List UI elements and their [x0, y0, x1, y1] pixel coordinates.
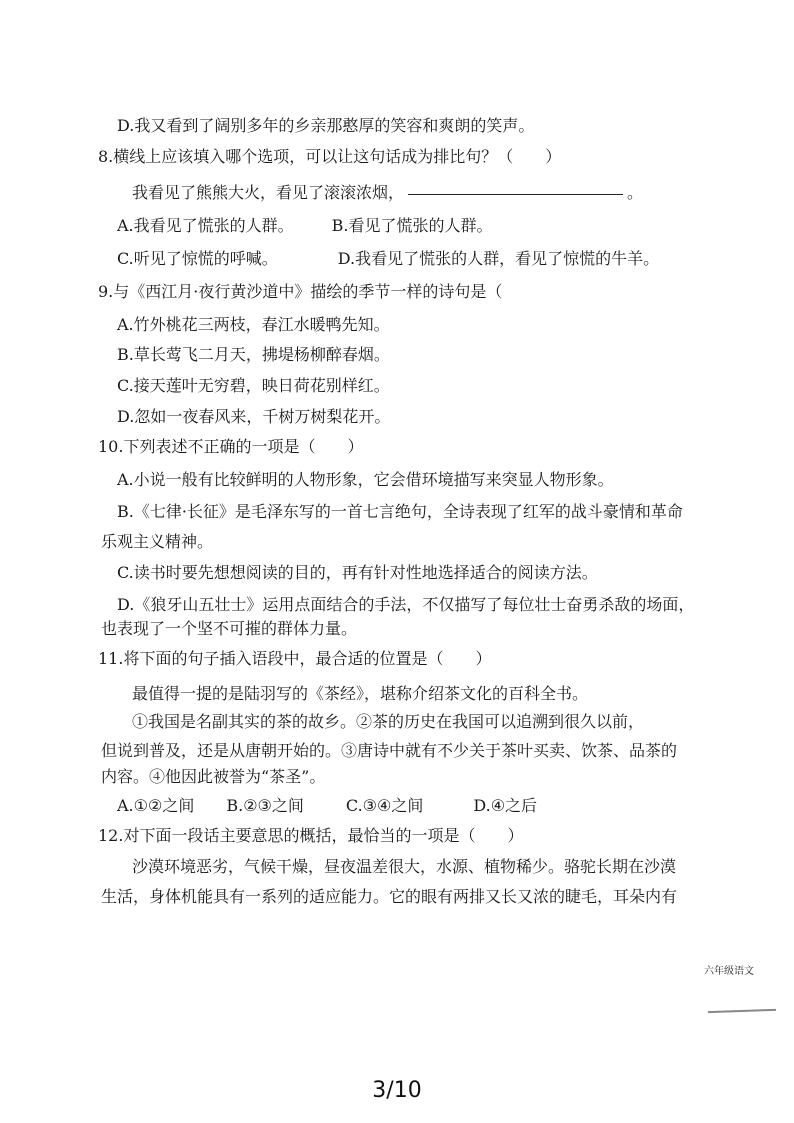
q12-passage-2: 生活，身体机能具有一系列的适应能力。它的眼有两排又长又浓的睫毛，耳朵内有 [101, 887, 678, 906]
q11-stem: 11.将下面的句子插入语段中，最合适的位置是（ ） [98, 649, 492, 668]
q9-option-d: D.忽如一夜春风来，千树万树梨花开。 [117, 407, 391, 426]
q11-passage-2: 但说到普及，还是从唐朝开始的。③唐诗中就有不少关于茶叶买卖、饮茶、品茶的 [101, 741, 678, 760]
answer-blank [408, 193, 623, 195]
q8-option-c: C.听见了惊慌的呼喊。 [117, 249, 278, 268]
q11-option-a: A.①②之间 [117, 796, 195, 815]
q9-option-a: A.竹外桃花三两枝，春江水暖鸭先知。 [117, 315, 390, 334]
q8-option-d: D.我看见了慌张的人群，看见了惊慌的牛羊。 [337, 249, 660, 268]
q8-options-cd [117, 248, 659, 270]
q11-passage-1: ①我国是名副其实的茶的故乡。②茶的历史在我国可以追溯到很久以前， [132, 712, 645, 731]
q10-option-b: B.《七律·长征》是毛泽东写的一首七言绝句，全诗表现了红军的战斗豪情和革命 [117, 502, 683, 521]
q8-option-a: A.我看见了慌张的人群。 [117, 216, 294, 235]
q11-option-c: C.③④之间 [345, 796, 424, 815]
q11-options [117, 795, 537, 817]
q8-sentence [132, 182, 643, 204]
q12-passage-1: 沙漠环境恶劣，气候干燥，昼夜温差很大，水源、植物稀少。骆驼长期在沙漠 [132, 857, 677, 876]
q10-stem: 10.下列表述不正确的一项是（ ） [98, 437, 364, 456]
q11-option-b: B.②③之间 [226, 796, 304, 815]
q9-option-b: B.草长莺飞二月天，拂堤杨柳醉春烟。 [117, 345, 390, 364]
q8-sentence-text: 我看见了熊熊大火，看见了滚滚浓烟， [132, 183, 405, 202]
q10-option-d-cont: 也表现了一个坚不可摧的群体力量。 [101, 619, 358, 638]
q8-sentence-end: 。 [627, 183, 644, 202]
page-number: 3/10 [372, 1078, 422, 1103]
q12-stem: 12.对下面一段话主要意思的概括，最恰当的一项是（ ） [98, 826, 524, 845]
q9-option-c: C.接天莲叶无穷碧，映日荷花别样红。 [117, 376, 390, 395]
page-footer-label: 六年级语文 [704, 966, 754, 977]
q11-option-d: D.④之后 [473, 796, 538, 815]
q11-sentence: 最值得一提的是陆羽写的《茶经》，堪称介绍茶文化的百科全书。 [132, 684, 589, 703]
q10-option-d: D.《狼牙山五壮士》运用点面结合的手法，不仅描写了每位壮士奋勇杀敌的场面， [117, 595, 695, 614]
q8-stem: 8.横线上应该填入哪个选项，可以让这句话成为排比句？（ ） [98, 147, 562, 166]
q7-option-d: D.我又看到了阔别多年的乡亲那憨厚的笑容和爽朗的笑声。 [117, 116, 535, 135]
scan-mark [708, 1009, 776, 1013]
q11-passage-3: 内容。④他因此被誉为“茶圣”。 [101, 767, 326, 786]
q9-stem: 9.与《西江月·夜行黄沙道中》描绘的季节一样的诗句是（ [98, 282, 503, 301]
q10-option-a: A.小说一般有比较鲜明的人物形象，它会借环境描写来突显人物形象。 [117, 470, 614, 489]
q8-options-ab [117, 215, 493, 237]
q8-option-b: B.看见了慌张的人群。 [331, 216, 493, 235]
q10-option-c: C.读书时要先想想阅读的目的，再有针对性地选择适合的阅读方法。 [117, 563, 598, 582]
q10-option-b-cont: 乐观主义精神。 [101, 532, 214, 551]
